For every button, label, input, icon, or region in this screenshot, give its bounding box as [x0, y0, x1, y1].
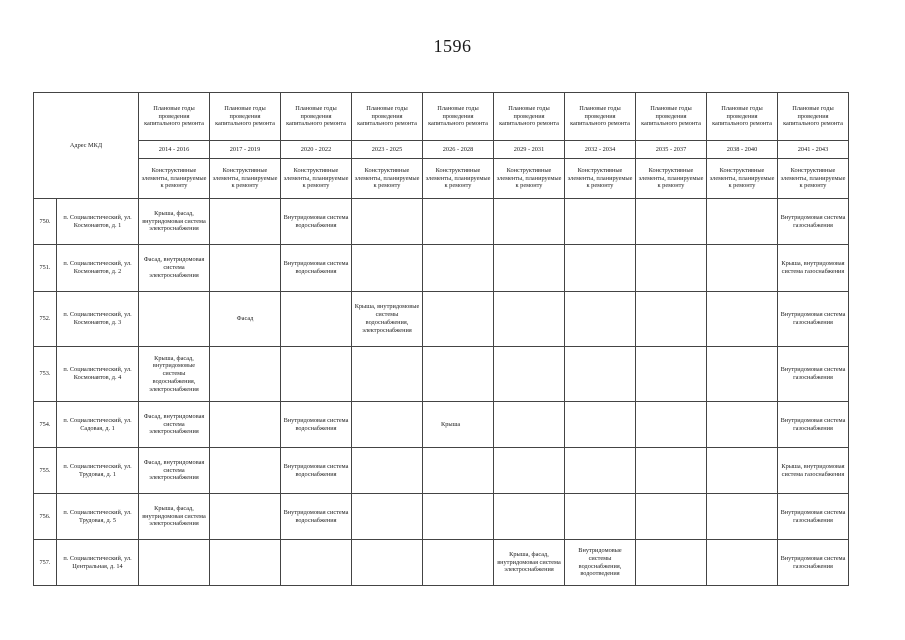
repair-cell: [636, 292, 707, 347]
period-cell: 2023 - 2025: [352, 141, 423, 159]
repair-cell: [636, 448, 707, 494]
plan-header-cell: Плановые годы проведения капитального ремонта: [352, 93, 423, 141]
plan-header-cell: Плановые годы проведения капитального ремонта: [636, 93, 707, 141]
table-row: [34, 292, 849, 347]
repair-cell: [636, 540, 707, 586]
repair-cell: Внутридомовая система газоснабжения: [778, 347, 849, 402]
header-row-periods: [34, 141, 849, 159]
period-cell: 2020 - 2022: [281, 141, 352, 159]
repair-cell: Крыша, внутридомовые системы водоснабжения, электроснабжения: [352, 292, 423, 347]
repair-cell: Внутридомовая система водоснабжения: [281, 402, 352, 448]
elements-header-cell: Конструктивные элементы, планируемые к ремонту: [494, 159, 565, 199]
repair-cell: [636, 494, 707, 540]
repair-cell: Внутридомовая система газоснабжения: [778, 540, 849, 586]
row-number: 751.: [34, 245, 57, 292]
repair-cell: [636, 347, 707, 402]
plan-header-cell: Плановые годы проведения капитального ремонта: [281, 93, 352, 141]
repair-cell: Крыша, фасад, внутридомовые системы водоснабжения, электроснабжения: [139, 347, 210, 402]
plan-header-cell: Плановые годы проведения капитального ремонта: [778, 93, 849, 141]
repair-cell: [352, 199, 423, 245]
repair-cell: [423, 494, 494, 540]
row-number: 752.: [34, 292, 57, 347]
repair-cell: [636, 245, 707, 292]
elements-header-cell: Конструктивные элементы, планируемые к ремонту: [707, 159, 778, 199]
repair-cell: Фасад: [210, 292, 281, 347]
elements-header-cell: Конструктивные элементы, планируемые к ремонту: [139, 159, 210, 199]
elements-header-cell: Конструктивные элементы, планируемые к ремонту: [281, 159, 352, 199]
repair-cell: [423, 448, 494, 494]
repair-cell: [494, 402, 565, 448]
repair-cell: [707, 347, 778, 402]
header-row-elements: [34, 159, 849, 199]
repair-cell: [210, 402, 281, 448]
elements-header-cell: Конструктивные элементы, планируемые к ремонту: [210, 159, 281, 199]
repair-cell: [281, 292, 352, 347]
repair-cell: [707, 245, 778, 292]
repair-cell: Крыша, фасад, внутридомовая система электроснабжения: [139, 494, 210, 540]
repair-cell: [565, 292, 636, 347]
repair-cell: [210, 245, 281, 292]
plan-header-cell: Плановые годы проведения капитального ремонта: [565, 93, 636, 141]
repair-cell: [707, 494, 778, 540]
row-address: п. Социалистический, ул. Центральная, д. 14: [57, 540, 139, 586]
repair-cell: [565, 494, 636, 540]
period-cell: 2038 - 2040: [707, 141, 778, 159]
plan-header-cell: Плановые годы проведения капитального ремонта: [494, 93, 565, 141]
repair-cell: [423, 245, 494, 292]
repair-cell: [707, 540, 778, 586]
period-cell: 2026 - 2028: [423, 141, 494, 159]
page-number: 1596: [433, 36, 472, 56]
repair-cell: Внутридомовая система водоснабжения: [281, 494, 352, 540]
repair-cell: [494, 448, 565, 494]
plan-header-cell: Плановые годы проведения капитального ремонта: [210, 93, 281, 141]
repair-cell: [565, 199, 636, 245]
row-number: 753.: [34, 347, 57, 402]
repair-cell: [139, 540, 210, 586]
row-number: 755.: [34, 448, 57, 494]
elements-header-cell: Конструктивные элементы, планируемые к ремонту: [352, 159, 423, 199]
period-cell: 2041 - 2043: [778, 141, 849, 159]
repair-cell: [210, 448, 281, 494]
repair-cell: [210, 494, 281, 540]
repair-cell: Крыша, фасад, внутридомовая система электроснабжения: [139, 199, 210, 245]
period-cell: 2032 - 2034: [565, 141, 636, 159]
repair-cell: Фасад, внутридомовая система электроснабжения: [139, 245, 210, 292]
repair-cell: [423, 540, 494, 586]
repair-cell: Внутридомовая система газоснабжения: [778, 402, 849, 448]
repair-cell: [210, 347, 281, 402]
repair-cell: [707, 448, 778, 494]
table-row: [34, 402, 849, 448]
table-row: [34, 448, 849, 494]
repair-cell: [707, 199, 778, 245]
repair-cell: Внутридомовая система водоснабжения: [281, 199, 352, 245]
repair-cell: [707, 402, 778, 448]
table-row: [34, 245, 849, 292]
elements-header-cell: Конструктивные элементы, планируемые к ремонту: [565, 159, 636, 199]
repair-cell: [352, 245, 423, 292]
table-row: [34, 540, 849, 586]
repair-cell: Внутридомовая система водоснабжения: [281, 448, 352, 494]
table-row: [34, 199, 849, 245]
row-address: п. Социалистический, ул. Космонавтов, д. 4: [57, 347, 139, 402]
repair-cell: [423, 347, 494, 402]
row-number: 757.: [34, 540, 57, 586]
repair-cell: [281, 540, 352, 586]
row-number: 754.: [34, 402, 57, 448]
repair-cell: [352, 448, 423, 494]
elements-header-cell: Конструктивные элементы, планируемые к ремонту: [778, 159, 849, 199]
repair-cell: [636, 199, 707, 245]
repair-cell: [281, 347, 352, 402]
repair-cell: [352, 347, 423, 402]
elements-header-cell: Конструктивные элементы, планируемые к ремонту: [423, 159, 494, 199]
repair-cell: Крыша: [423, 402, 494, 448]
row-number: 750.: [34, 199, 57, 245]
repair-cell: [352, 540, 423, 586]
repair-cell: Внутридомовая система газоснабжения: [778, 292, 849, 347]
period-cell: 2014 - 2016: [139, 141, 210, 159]
repair-cell: Внутридомовые системы водоснабжения, водоотведения: [565, 540, 636, 586]
row-address: п. Социалистический, ул. Трудовая, д. 5: [57, 494, 139, 540]
address-header: Адрес МКД: [34, 93, 139, 199]
period-cell: 2035 - 2037: [636, 141, 707, 159]
repair-cell: [210, 199, 281, 245]
repair-cell: Фасад, внутридомовая система электроснабжения: [139, 448, 210, 494]
repair-cell: Внутридомовая система газоснабжения: [778, 494, 849, 540]
plan-header-cell: Плановые годы проведения капитального ремонта: [707, 93, 778, 141]
repair-cell: [210, 540, 281, 586]
repair-cell: Внутридомовая система водоснабжения: [281, 245, 352, 292]
repair-cell: [494, 199, 565, 245]
repair-cell: [494, 292, 565, 347]
repair-cell: [139, 292, 210, 347]
repair-cell: [565, 402, 636, 448]
period-cell: 2017 - 2019: [210, 141, 281, 159]
repair-cell: [565, 448, 636, 494]
row-address: п. Социалистический, ул. Трудовая, д. 1: [57, 448, 139, 494]
repair-cell: [636, 402, 707, 448]
row-address: п. Социалистический, ул. Садовая, д. 1: [57, 402, 139, 448]
repair-cell: Крыша, фасад, внутридомовая система электроснабжения: [494, 540, 565, 586]
header-row-plan: [34, 93, 849, 141]
repair-cell: [494, 494, 565, 540]
repair-cell: [707, 292, 778, 347]
elements-header-cell: Конструктивные элементы, планируемые к ремонту: [636, 159, 707, 199]
repair-cell: [565, 245, 636, 292]
repair-cell: Внутридомовая система газоснабжения: [778, 199, 849, 245]
repair-cell: Крыша, внутридомовая система газоснабжения: [778, 245, 849, 292]
row-address: п. Социалистический, ул. Космонавтов, д. 2: [57, 245, 139, 292]
capital-repair-table: [33, 92, 849, 586]
row-address: п. Социалистический, ул. Космонавтов, д. 3: [57, 292, 139, 347]
repair-cell: [423, 292, 494, 347]
plan-header-cell: Плановые годы проведения капитального ремонта: [139, 93, 210, 141]
row-address: п. Социалистический, ул. Космонавтов, д. 1: [57, 199, 139, 245]
repair-cell: [494, 245, 565, 292]
repair-cell: [352, 402, 423, 448]
repair-cell: [565, 347, 636, 402]
repair-cell: Крыша, внутридомовая система газоснабжения: [778, 448, 849, 494]
period-cell: 2029 - 2031: [494, 141, 565, 159]
row-number: 756.: [34, 494, 57, 540]
plan-header-cell: Плановые годы проведения капитального ремонта: [423, 93, 494, 141]
repair-cell: [423, 199, 494, 245]
table-row: [34, 347, 849, 402]
repair-cell: [494, 347, 565, 402]
repair-cell: [352, 494, 423, 540]
repair-cell: Фасад, внутридомовая система электроснабжения: [139, 402, 210, 448]
table-row: [34, 494, 849, 540]
